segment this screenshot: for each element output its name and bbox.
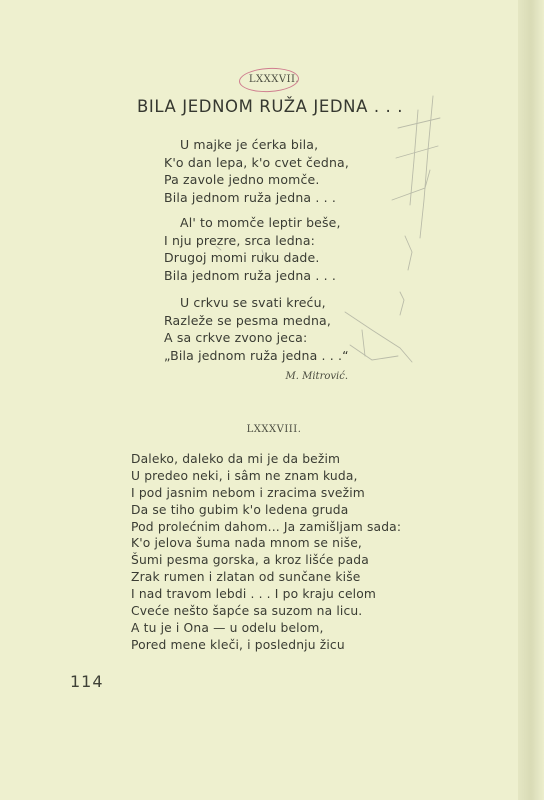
poem-2-body xyxy=(131,451,401,654)
author-signature: M. Mitrović. xyxy=(285,371,348,382)
verse-line: Cveće nešto šapće sa suzom na licu. xyxy=(131,604,363,619)
verse-line: Al' to momče leptir beše, xyxy=(180,215,341,230)
verse-line: K'o jelova šuma nada mnom se niše, xyxy=(131,536,362,551)
verse-line: I nad travom lebdi . . . I po kraju celom xyxy=(131,587,377,602)
verse-line: K'o dan lepa, k'o cvet čedna, xyxy=(164,154,349,170)
verse-line: Pod prolećnim dahom... Ja zamišljam sada: xyxy=(131,519,402,534)
verse-line: Pa zavole jedno momče. xyxy=(164,172,320,187)
verse-line: U majke je ćerka bila, xyxy=(180,137,319,152)
stanza-2 xyxy=(164,214,341,284)
verse-line: Zrak rumen i zlatan od sunčane kiše xyxy=(131,570,361,585)
stanza-1 xyxy=(164,136,349,206)
verse-line: „Bila jednom ruža jedna . . .“ xyxy=(164,347,349,363)
verse-line: Šumi pesma gorska, a kroz lišće pada xyxy=(131,553,369,568)
verse-line: Da se tiho gubim k'o ledena gruda xyxy=(131,502,349,517)
verse-line: Bila jednom ruža jedna . . . xyxy=(164,267,336,283)
poem-title: BILA JEDNOM RUŽA JEDNA . . . xyxy=(137,97,404,116)
verse-line: Daleko, daleko da mi je da bežim xyxy=(131,452,341,466)
verse-line: I nju prezre, srca ledna: xyxy=(164,232,316,248)
verse-line: Bila jednom ruža jedna . . . xyxy=(164,189,336,205)
verse-line: Razleže se pesma medna, xyxy=(164,312,331,328)
page-gutter xyxy=(518,0,544,800)
verse-line: A sa crkve zvono jeca: xyxy=(164,330,308,345)
verse-line: Drugoj momi ruku dade. xyxy=(164,250,320,265)
stanza-3 xyxy=(164,294,349,364)
verse-line: Pored mene kleči, i poslednju žicu xyxy=(131,637,345,652)
red-pencil-circle xyxy=(238,66,299,93)
verse-line: U predeo neki, i sâm ne znam kuda, xyxy=(131,468,358,483)
verse-line: U crkvu se svati kreću, xyxy=(180,295,326,310)
page-number: 114 xyxy=(70,672,104,691)
verse-line: I pod jasnim nebom i zracima svežim xyxy=(131,485,365,500)
poem-number: LXXXVIII. xyxy=(246,424,302,435)
poem-number: LXXXVII. xyxy=(248,74,300,85)
verse-line: A tu je i Ona — u odelu belom, xyxy=(131,620,324,635)
